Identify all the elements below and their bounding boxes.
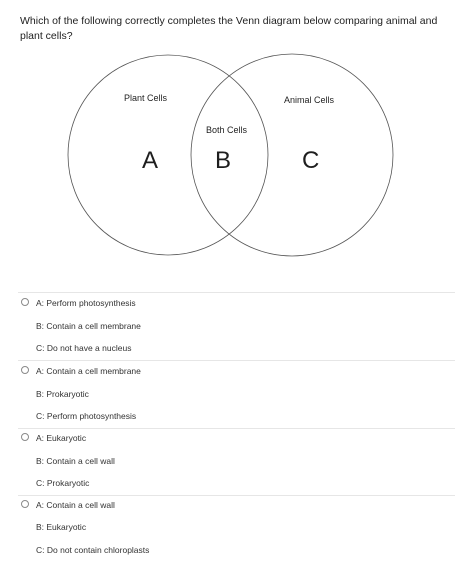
animal-cells-label: Animal Cells — [284, 95, 335, 105]
option-3-line-3[interactable]: C: Prokaryotic — [36, 478, 90, 488]
option-1-line-1[interactable]: A: Perform photosynthesis — [36, 298, 136, 308]
letter-c: C — [302, 147, 320, 174]
option-4-line-2[interactable]: B: Eukaryotic — [36, 522, 87, 532]
option-2-line-3[interactable]: C: Perform photosynthesis — [36, 411, 137, 421]
divider — [18, 292, 455, 293]
divider — [18, 495, 455, 496]
option-1-line-2[interactable]: B: Contain a cell membrane — [36, 321, 141, 331]
plant-cells-label: Plant Cells — [124, 93, 168, 103]
option-3-line-1[interactable]: A: Eukaryotic — [36, 433, 87, 443]
plant-cells-circle — [68, 55, 268, 255]
option-2-line-1[interactable]: A: Contain a cell membrane — [36, 366, 141, 376]
letter-b: B — [215, 147, 232, 174]
question-text: Which of the following correctly completes the Venn diagram below comparing animal and plant cells? — [20, 15, 438, 42]
option-3-line-2[interactable]: B: Contain a cell wall — [36, 456, 115, 466]
option-4-line-1[interactable]: A: Contain a cell wall — [36, 500, 115, 510]
divider — [18, 360, 455, 361]
both-cells-label: Both Cells — [206, 125, 248, 135]
option-1-line-3[interactable]: C: Do not have a nucleus — [36, 343, 132, 353]
option-2-line-2[interactable]: B: Prokaryotic — [36, 389, 89, 399]
option-1-radio[interactable] — [21, 298, 29, 306]
divider — [18, 428, 455, 429]
option-2-radio[interactable] — [21, 366, 29, 374]
option-3-radio[interactable] — [21, 433, 29, 441]
option-4-radio[interactable] — [21, 500, 29, 508]
option-4-line-3[interactable]: C: Do not contain chloroplasts — [36, 545, 150, 555]
letter-a: A — [142, 147, 159, 174]
